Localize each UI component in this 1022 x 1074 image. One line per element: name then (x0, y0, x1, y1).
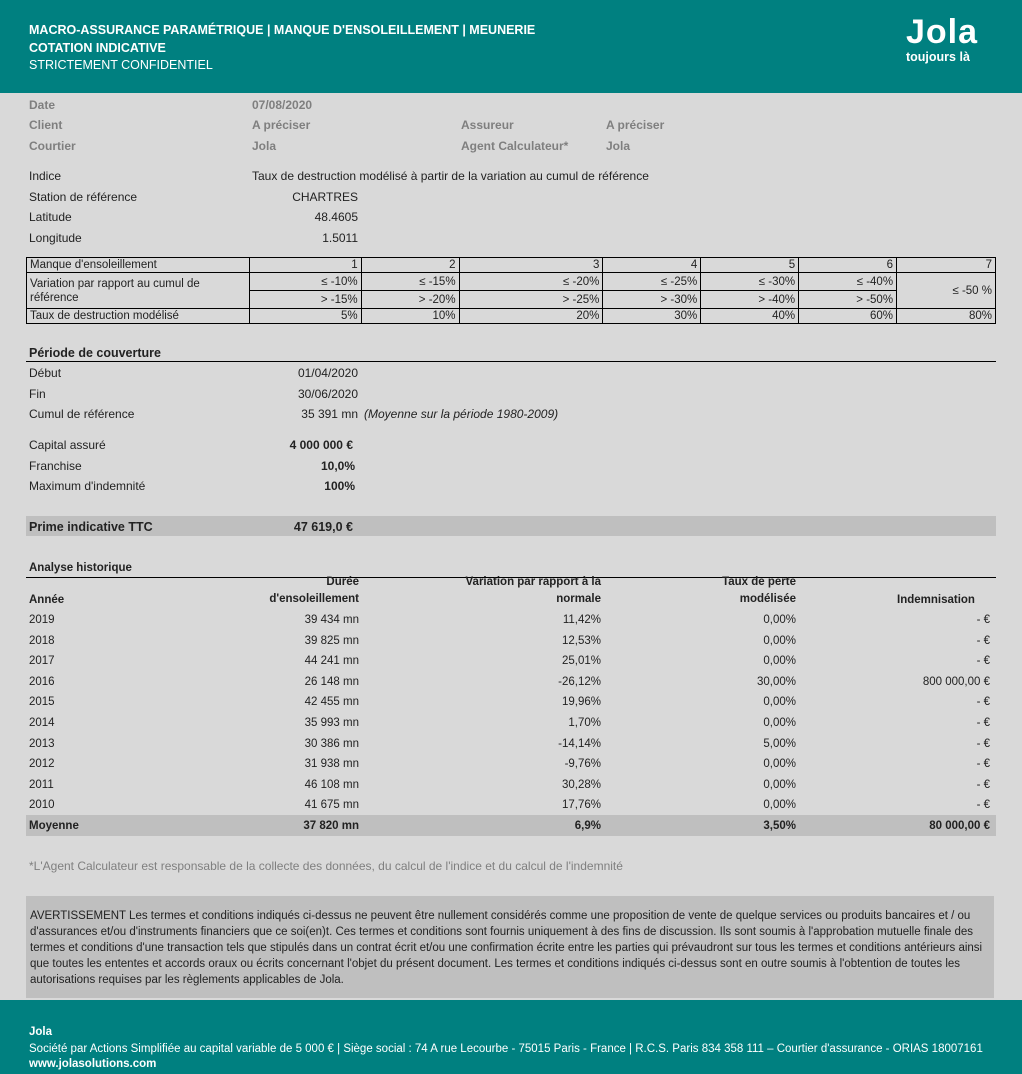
history-indem-cell: - € (976, 717, 990, 729)
history-duration-cell: 35 993 mn (304, 717, 359, 729)
history-indem-cell: - € (976, 655, 990, 668)
history-indem-cell: - € (976, 614, 990, 626)
avg-variation: 6,9% (574, 820, 601, 832)
history-indem-cell: - € (976, 737, 990, 750)
history-duration-cell: 31 938 mn (304, 758, 359, 771)
cumul-value: 35 391 mn (301, 407, 358, 421)
history-loss-cell: 0,00% (763, 696, 796, 709)
level-cell: 6 (799, 258, 897, 273)
indice-value: Taux de destruction modélisé à partir de la variation au cumul de référence (252, 169, 649, 183)
history-variation-cell: 30,28% (561, 778, 601, 791)
history-variation-cell: 11,42% (562, 614, 601, 626)
history-loss-cell: 30,00% (756, 675, 796, 688)
history-year-cell: 2018 (29, 634, 55, 647)
history-variation-cell: 1,70% (568, 717, 601, 729)
courtier-value: Jola (252, 139, 277, 153)
rate-row-label: Taux de destruction modélisé (27, 309, 250, 324)
cumul-note: (Moyenne sur la période 1980-2009) (364, 407, 559, 421)
franchise-value: 10,0% (320, 459, 355, 473)
threshold-table (26, 257, 996, 324)
history-variation-cell: 12,53% (561, 634, 601, 647)
history-indem-cell: - € (976, 696, 990, 709)
history-loss-cell: 5,00% (763, 737, 796, 750)
col-duration-header-1: Durée (326, 576, 359, 588)
agent-value: Jola (606, 139, 631, 153)
variation-row-label: Variation par rapport au cumul de référence (27, 273, 250, 309)
level-row-label: Manque d'ensoleillement (27, 258, 250, 273)
confidential-label: STRICTEMENT CONFIDENTIEL (29, 58, 213, 72)
level-cell: 1 (249, 258, 361, 273)
history-year-cell: 2010 (29, 799, 55, 812)
history-duration-cell: 46 108 mn (304, 778, 359, 791)
header-banner (0, 0, 1022, 93)
level-cell: 2 (361, 258, 459, 273)
history-duration-cell: 39 434 mn (304, 614, 359, 626)
upper-bound-cell: ≤ -10% (249, 273, 361, 291)
col-year-header: Année (29, 594, 65, 606)
warning-box: AVERTISSEMENT Les termes et conditions indiqués ci-dessus ne peuvent être nullement considérés comme une proposition de vente de quelque services ou produits bancaires et / ou d'assurances et/ou d'instruments financiers que ce soi(en)t. Ces termes et conditions sont fournis uniquement à des fins de discussion. Ils sont soumis à l'approbation mutuelle finale des termes et conditions d'une transaction tels que stipulés dans un contrat écrit et/ou une confirmation écrite entre les parties qui prévaudront sur tous les termes et conditions antérieurs ainsi que toutes les ententes et accords oraux ou écrits concernant l'objet du présent document. Les termes et conditions indiqués ci-dessus sont en outre soumis à l'obtention de toutes les autorisations requises par les règlements applicables de Jola. (26, 896, 994, 998)
col-variation-header-1: Variation par rapport à la (465, 576, 601, 588)
history-indem-cell: - € (976, 778, 990, 791)
history-duration-cell: 30 386 mn (304, 737, 359, 750)
doc-subtitle: COTATION INDICATIVE (29, 41, 166, 55)
rate-cell: 20% (459, 309, 603, 324)
history-indem-cell: - € (976, 799, 990, 812)
premium-label: Prime indicative TTC (29, 520, 153, 534)
capital-label: Capital assuré (29, 438, 106, 452)
history-year-cell: 2014 (29, 717, 55, 729)
rate-cell: 5% (249, 309, 361, 324)
doc-title: MACRO-ASSURANCE PARAMÉTRIQUE | MANQUE D'ENSOLEILLEMENT | MEUNERIE (29, 23, 536, 37)
last-bound-cell: ≤ -50 % (897, 273, 996, 309)
max-value: 100% (324, 479, 355, 493)
date-value: 07/08/2020 (252, 98, 313, 112)
lower-bound-cell: > -50% (799, 291, 897, 309)
upper-bound-cell: ≤ -20% (459, 273, 603, 291)
longitude-value: 1.5011 (322, 231, 358, 245)
premium-band (26, 516, 996, 536)
history-duration-cell: 44 241 mn (304, 655, 359, 668)
lower-bound-cell: > -20% (361, 291, 459, 309)
debut-value: 01/04/2020 (297, 366, 358, 380)
upper-bound-cell: ≤ -40% (799, 273, 897, 291)
history-indem-cell: - € (976, 634, 990, 647)
avg-indem: 80 000,00 € (929, 820, 990, 832)
upper-bound-cell: ≤ -15% (361, 273, 459, 291)
footer-legal: Société par Actions Simplifiée au capital variable de 5 000 € | Siège social : 74 A rue Lecourbe - 75015 Paris - France | R.C.S. Paris 834 358 111 – Courtier d'assurance - ORIAS 18007161 (29, 1043, 983, 1055)
level-cell: 5 (701, 258, 799, 273)
fin-value: 30/06/2020 (297, 387, 358, 401)
history-loss-cell: 0,00% (763, 778, 796, 791)
lower-bound-cell: > -15% (249, 291, 361, 309)
client-label: Client (29, 118, 63, 132)
history-year-cell: 2016 (29, 675, 55, 688)
history-loss-cell: 0,00% (763, 655, 796, 668)
latitude-label: Latitude (29, 210, 72, 224)
rate-cell: 10% (361, 309, 459, 324)
footer-company: Jola (29, 1026, 53, 1038)
history-loss-cell: 0,00% (763, 634, 796, 647)
history-duration-cell: 39 825 mn (304, 634, 359, 647)
avg-year: Moyenne (29, 820, 79, 832)
history-variation-cell: 25,01% (561, 655, 601, 668)
history-variation-cell: -14,14% (558, 737, 601, 750)
franchise-label: Franchise (29, 459, 82, 473)
avg-duration: 37 820 mn (303, 820, 359, 832)
history-duration-cell: 42 455 mn (304, 696, 359, 709)
history-duration-cell: 41 675 mn (304, 799, 359, 812)
rate-cell: 30% (603, 309, 701, 324)
cumul-label: Cumul de référence (29, 407, 135, 421)
history-variation-cell: 17,76% (561, 799, 601, 812)
agent-note: *L'Agent Calculateur est responsable de la collecte des données, du calcul de l'indice et du calcul de l'indemnité (29, 859, 623, 873)
history-year-cell: 2017 (29, 655, 55, 668)
logo-tagline: toujours là (906, 50, 970, 64)
history-year-cell: 2012 (29, 758, 55, 771)
station-label: Station de référence (29, 190, 138, 204)
history-duration-cell: 26 148 mn (304, 675, 359, 688)
lower-bound-cell: > -30% (603, 291, 701, 309)
indice-label: Indice (29, 169, 62, 183)
col-indem-header: Indemnisation (897, 594, 975, 606)
col-loss-header-2: modélisée (739, 593, 796, 605)
rate-cell: 40% (701, 309, 799, 324)
history-year-cell: 2013 (29, 737, 55, 750)
history-year-cell: 2015 (29, 696, 55, 709)
rate-cell: 80% (897, 309, 996, 324)
history-year-cell: 2019 (29, 614, 55, 626)
level-cell: 4 (603, 258, 701, 273)
footer-url[interactable]: www.jolasolutions.com (29, 1058, 157, 1070)
table-row (27, 258, 996, 273)
date-label: Date (29, 98, 56, 112)
logo-word: Jola (906, 13, 979, 51)
col-duration-header-2: d'ensoleillement (269, 593, 359, 605)
max-label: Maximum d'indemnité (29, 479, 146, 493)
level-cell: 3 (459, 258, 603, 273)
history-variation-cell: -9,76% (564, 758, 601, 771)
history-variation-cell: -26,12% (558, 675, 601, 688)
history-loss-cell: 0,00% (763, 758, 796, 771)
capital-value: 4 000 000 € (289, 438, 353, 452)
coverage-title: Période de couverture (29, 346, 161, 360)
station-value: CHARTRES (292, 190, 358, 204)
lower-bound-cell: > -40% (701, 291, 799, 309)
col-loss-header-1: Taux de perte (722, 576, 796, 588)
table-row (27, 273, 996, 291)
upper-bound-cell: ≤ -25% (603, 273, 701, 291)
history-year-cell: 2011 (29, 778, 54, 791)
agent-label: Agent Calculateur* (461, 139, 569, 153)
client-value: A préciser (252, 118, 311, 132)
longitude-label: Longitude (29, 231, 82, 245)
jola-logo (906, 14, 978, 64)
history-variation-cell: 19,96% (561, 696, 601, 709)
lower-bound-cell: > -25% (459, 291, 603, 309)
col-variation-header-2: normale (556, 593, 601, 605)
avg-loss: 3,50% (763, 820, 796, 832)
history-loss-cell: 0,00% (763, 614, 796, 626)
debut-label: Début (29, 366, 62, 380)
assureur-label: Assureur (461, 118, 514, 132)
level-cell: 7 (897, 258, 996, 273)
history-loss-cell: 0,00% (763, 799, 796, 812)
history-title: Analyse historique (29, 562, 132, 574)
premium-value: 47 619,0 € (293, 520, 353, 534)
history-indem-cell: - € (976, 758, 990, 771)
latitude-value: 48.4605 (314, 210, 358, 224)
coverage-divider (26, 361, 996, 362)
history-indem-cell: 800 000,00 € (922, 675, 990, 688)
upper-bound-cell: ≤ -30% (701, 273, 799, 291)
history-loss-cell: 0,00% (763, 717, 796, 729)
footer (0, 1000, 1022, 1074)
fin-label: Fin (29, 387, 46, 401)
courtier-label: Courtier (29, 139, 76, 153)
rate-cell: 60% (799, 309, 897, 324)
table-row (27, 309, 996, 324)
assureur-value: A préciser (606, 118, 665, 132)
